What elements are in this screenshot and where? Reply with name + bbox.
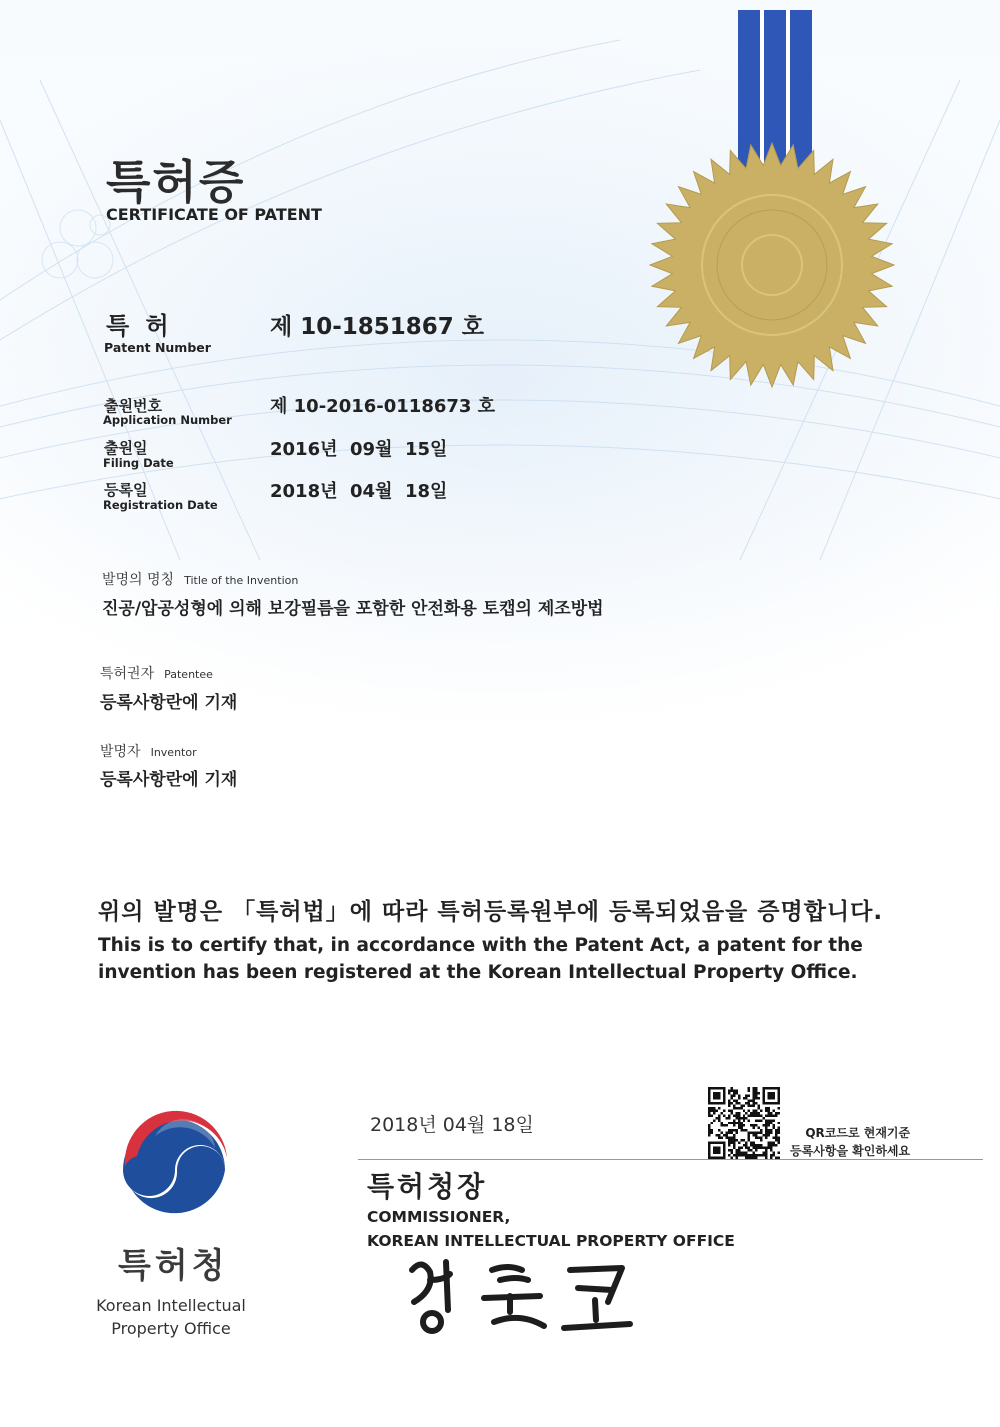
application-number: 제 10-2016-0118673 호	[270, 396, 496, 417]
patent-label-ko: 특 허	[106, 312, 173, 340]
certification-statement-ko: 위의 발명은 「특허법」에 따라 특허등록원부에 등록되었음을 증명합니다.	[98, 899, 884, 925]
office-name-ko: 특허청	[118, 1246, 229, 1286]
qr-note	[790, 1124, 910, 1160]
commissioner-title-en-line2: KOREAN INTELLECTUAL PROPERTY OFFICE	[367, 1232, 735, 1250]
registration-date: 2018년 04월 18일	[270, 481, 448, 502]
certification-statement-en: This is to certify that, in accordance with the Patent Act, a patent for the invention has been registered at the Korean Intellectual Property Office.	[98, 935, 863, 983]
gold-seal	[648, 10, 898, 390]
qr-code	[708, 1087, 780, 1159]
application-label-ko: 출원번호	[104, 397, 162, 415]
issue-date: 2018년 04월 18일	[370, 1114, 534, 1136]
inventor-label-en: Inventor	[150, 746, 197, 759]
filing-label-ko: 출원일	[104, 439, 148, 457]
patent-label-en: Patent Number	[104, 340, 211, 355]
inventor-label	[100, 741, 197, 761]
patent-number: 제 10-1851867 호	[270, 314, 485, 340]
patentee-label	[100, 663, 213, 683]
patentee-label-ko: 특허권자	[100, 666, 155, 682]
qr-note-line1: QR코드로 현재기준	[805, 1126, 911, 1140]
invention-label-en: Title of the Invention	[184, 574, 299, 587]
patentee-value: 등록사항란에 기재	[100, 693, 238, 713]
commissioner-title-en-line1: COMMISSIONER,	[367, 1208, 511, 1226]
certificate-title-en: CERTIFICATE OF PATENT	[106, 205, 322, 224]
filing-label-en: Filing Date	[103, 456, 174, 470]
patentee-label-en: Patentee	[164, 668, 213, 681]
qr-note-line2: 등록사항을 확인하세요	[790, 1144, 911, 1158]
signature-divider	[358, 1159, 983, 1160]
inventor-value: 등록사항란에 기재	[100, 770, 238, 790]
office-name-en: Korean Intellectual Property Office	[96, 1296, 246, 1338]
inventor-label-ko: 발명자	[100, 744, 141, 760]
invention-label-ko: 발명의 명칭	[102, 572, 175, 588]
invention-label	[102, 569, 298, 589]
registration-label-en: Registration Date	[103, 498, 218, 512]
commissioner-title-ko: 특허청장	[367, 1170, 488, 1203]
commissioner-signature	[400, 1250, 640, 1340]
filing-date: 2016년 09월 15일	[270, 439, 448, 460]
certificate-title-ko: 특허증	[106, 155, 246, 209]
invention-title: 진공/압공성형에 의해 보강필름을 포함한 안전화용 토캡의 제조방법	[102, 599, 604, 619]
application-label-en: Application Number	[103, 413, 232, 427]
registration-label-ko: 등록일	[104, 481, 148, 499]
commissioner-title-en	[367, 1205, 735, 1253]
kipo-taegeuk-logo	[115, 1108, 233, 1220]
